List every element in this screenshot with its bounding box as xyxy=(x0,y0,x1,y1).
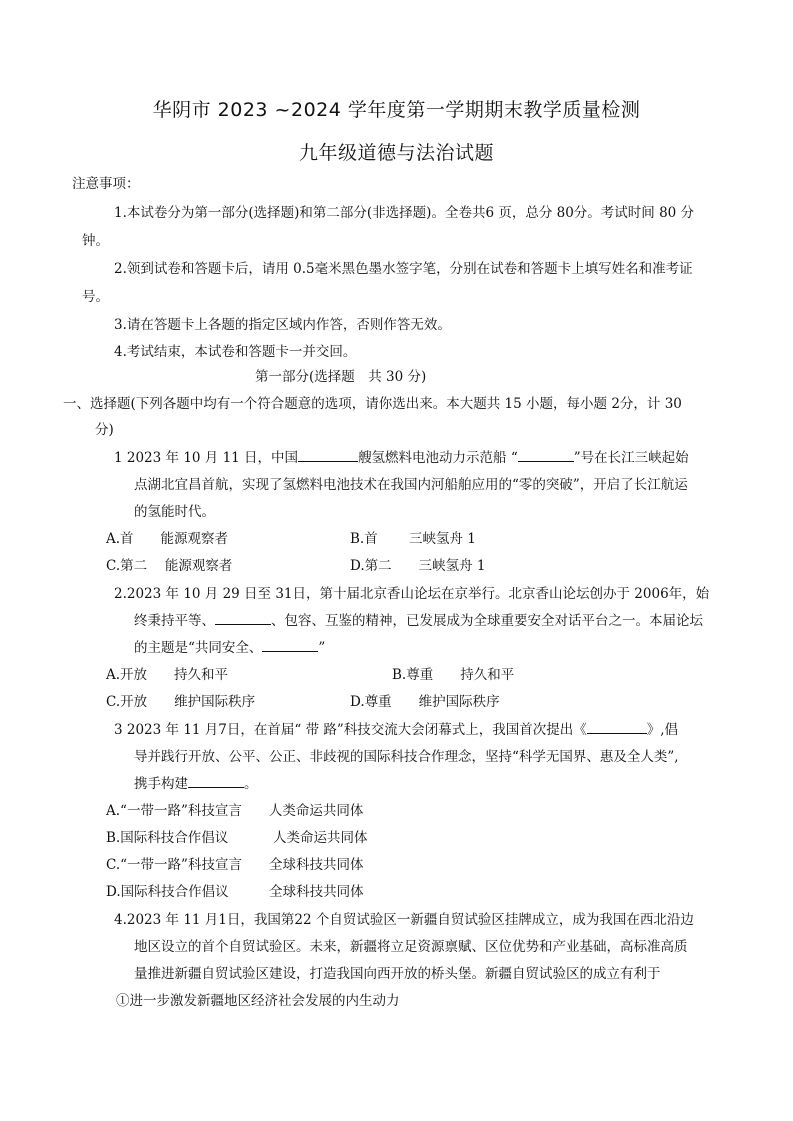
answer-blank xyxy=(262,639,318,652)
notice-item-4: 4.考试结束，本试卷和答题卡一并交回。 xyxy=(114,344,357,360)
q2-option-b: B.尊重 持久和平 xyxy=(392,667,515,683)
q1-text-b: 艘氢燃料电池动力示范船 “ xyxy=(358,450,518,466)
section-heading-cont: 分) xyxy=(95,422,114,438)
q1-option-d: D.第二 三峡氢舟 1 xyxy=(350,558,486,574)
section-heading: 一、选择题(下列各题中均有一个符合题意的选项，请你选出来。本大题共 15 小题，每小题 2分，计 30 xyxy=(63,396,682,412)
part1-heading: 第一部分(选择题 共 30 分) xyxy=(255,369,427,385)
notice-item-3: 3.请在答题卡上各题的指定区域内作答，否则作答无效。 xyxy=(114,317,451,333)
q2-text-c: 的主题是“共同安全、 xyxy=(134,640,263,656)
exam-title: 华阴市 2023 ~2024 学年度第一学期期末教学质量检测 xyxy=(152,99,641,121)
q2-text-a: 终秉持平等、 xyxy=(134,613,215,629)
q4-statement-1: ①进一步激发新疆地区经济社会发展的内生动力 xyxy=(116,993,400,1009)
notice-item-2: 2.领到试卷和答题卡后，请用 0.5毫米黑色墨水签字笔，分别在试卷和答题卡上填写姓名和准考证 xyxy=(114,261,693,277)
q1-text-c: ”号在长江三峡起始 xyxy=(573,450,689,466)
question-2-line-1: 2.2023 年 10 月 29 日至 31日，第十届北京香山论坛在京举行。北京香山论坛创办于 2006年，始 xyxy=(114,586,710,602)
q3-option-d: D.国际科技合作倡议 全球科技共同体 xyxy=(106,884,364,900)
question-1-line-2: 点湖北宜昌首航，实现了氢燃料电池技术在我国内河船舶应用的“零的突破”，开启了长江航运 xyxy=(134,477,688,493)
q1-option-c: C.第二 能源观察者 xyxy=(106,558,233,574)
notice-item-1-cont: 钟。 xyxy=(82,233,109,249)
notice-heading: 注意事项： xyxy=(72,176,140,192)
q2-option-a: A.开放 持久和平 xyxy=(106,667,229,683)
q3-option-c: C.“一带一路”科技宣言 全球科技共同体 xyxy=(106,857,364,873)
notice-item-2-cont: 号。 xyxy=(82,289,109,305)
q3-option-a: A.“一带一路”科技宣言 人类命运共同体 xyxy=(106,803,364,819)
q1-option-b: B.首 三峡氢舟 1 xyxy=(350,531,476,547)
notice-item-1: 1.本试卷分为第一部分(选择题)和第二部分(非选择题)。全卷共6 页，总分 80分。考试时间 80 分 xyxy=(114,205,695,221)
question-1-line-3: 的氢能时代。 xyxy=(134,504,215,520)
answer-blank xyxy=(587,721,647,734)
q3-text-b: 》,倡 xyxy=(646,722,679,738)
q3-text-d: 。 xyxy=(244,776,258,792)
answer-blank xyxy=(298,449,358,462)
question-3-line-1 xyxy=(114,721,678,739)
q2-option-c: C.开放 维护国际秩序 xyxy=(106,694,256,710)
q2-text-d: ” xyxy=(318,640,326,656)
exam-subtitle: 九年级道德与法治试题 xyxy=(298,142,494,164)
question-1-line-1 xyxy=(114,449,689,467)
answer-blank xyxy=(215,612,271,625)
q2-text-b: 、包容、互鉴的精神，已发展成为全球重要安全对话平台之一。本届论坛 xyxy=(271,613,703,629)
q1-option-a: A.首 能源观察者 xyxy=(106,531,229,547)
question-3-line-3 xyxy=(134,775,258,793)
question-4-line-2: 地区设立的首个自贸试验区。未来，新疆将立足资源禀赋、区位优势和产业基础，高标准高质 xyxy=(134,939,688,955)
q1-text-a: 1 2023 年 10 月 11 日，中国 xyxy=(114,450,299,466)
question-2-line-3 xyxy=(134,639,325,657)
answer-blank xyxy=(188,775,244,788)
q3-text-a: 3 2023 年 11 月7日，在首届“ 带 路”科技交流大会闭幕式上，我国首次提出《 xyxy=(114,722,587,738)
q2-option-d: D.尊重 维护国际秩序 xyxy=(350,694,500,710)
q3-text-c: 携手构建 xyxy=(134,776,188,792)
question-4-line-1: 4.2023 年 11 月1日，我国第22 个自贸试验区一新疆自贸试验区挂牌成立，成为我国在西北沿边 xyxy=(114,912,694,928)
question-3-line-2: 导并践行开放、公平、公正、非歧视的国际科技合作理念，坚持“科学无国界、惠及全人类”, xyxy=(134,749,679,765)
q3-option-b: B.国际科技合作倡议 人类命运共同体 xyxy=(106,830,368,846)
question-4-line-3: 量推进新疆自贸试验区建设，打造我国向西开放的桥头堡。新疆自贸试验区的成立有利于 xyxy=(134,966,661,982)
question-2-line-2 xyxy=(134,612,703,630)
answer-blank xyxy=(518,449,574,462)
